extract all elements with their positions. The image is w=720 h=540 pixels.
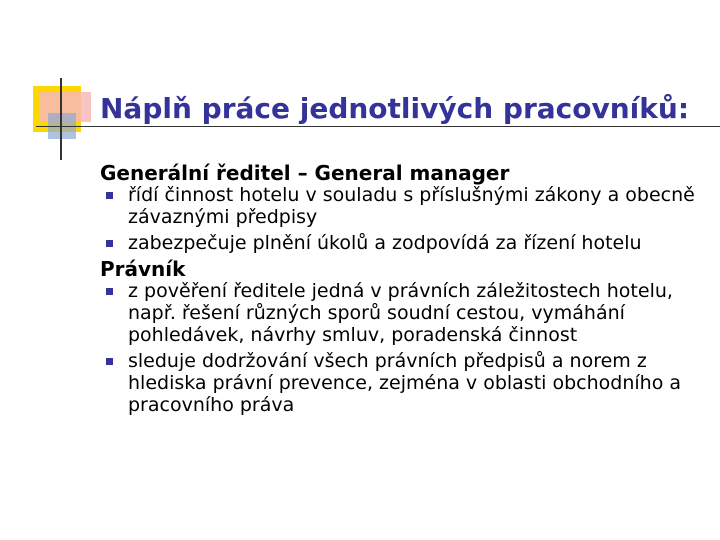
slide-content [100, 162, 700, 420]
square-bullet-icon [106, 288, 113, 295]
decorative-vertical-line [60, 78, 62, 160]
list-item-text: sleduje dodržování všech právních předpisů a norem z hlediska právní prevence, zejména v oblasti obchodního a pracovního práva [128, 350, 682, 416]
list-item [100, 280, 700, 346]
section-heading-lawyer: Právník [100, 257, 186, 281]
list-item [100, 232, 700, 254]
section-heading-general-manager: Generální ředitel – General manager [100, 161, 510, 185]
list-item [100, 184, 700, 228]
square-bullet-icon [106, 192, 113, 199]
list-item [100, 350, 700, 416]
list-item-text: řídí činnost hotelu v souladu s příslušnými zákony a obecně závaznými předpisy [128, 184, 695, 228]
title-underline [36, 126, 720, 127]
slide-title: Náplň práce jednotlivých pracovníků: [100, 92, 690, 125]
square-bullet-icon [106, 358, 113, 365]
square-bullet-icon [106, 240, 113, 247]
list-item-text: z pověření ředitele jedná v právních záležitostech hotelu, např. řešení různých sporů soudní cestou, vymáhání pohledávek, návrhy smluv, poradenská činnost [128, 280, 673, 346]
list-item-text: zabezpečuje plnění úkolů a zodpovídá za řízení hotelu [128, 232, 642, 254]
